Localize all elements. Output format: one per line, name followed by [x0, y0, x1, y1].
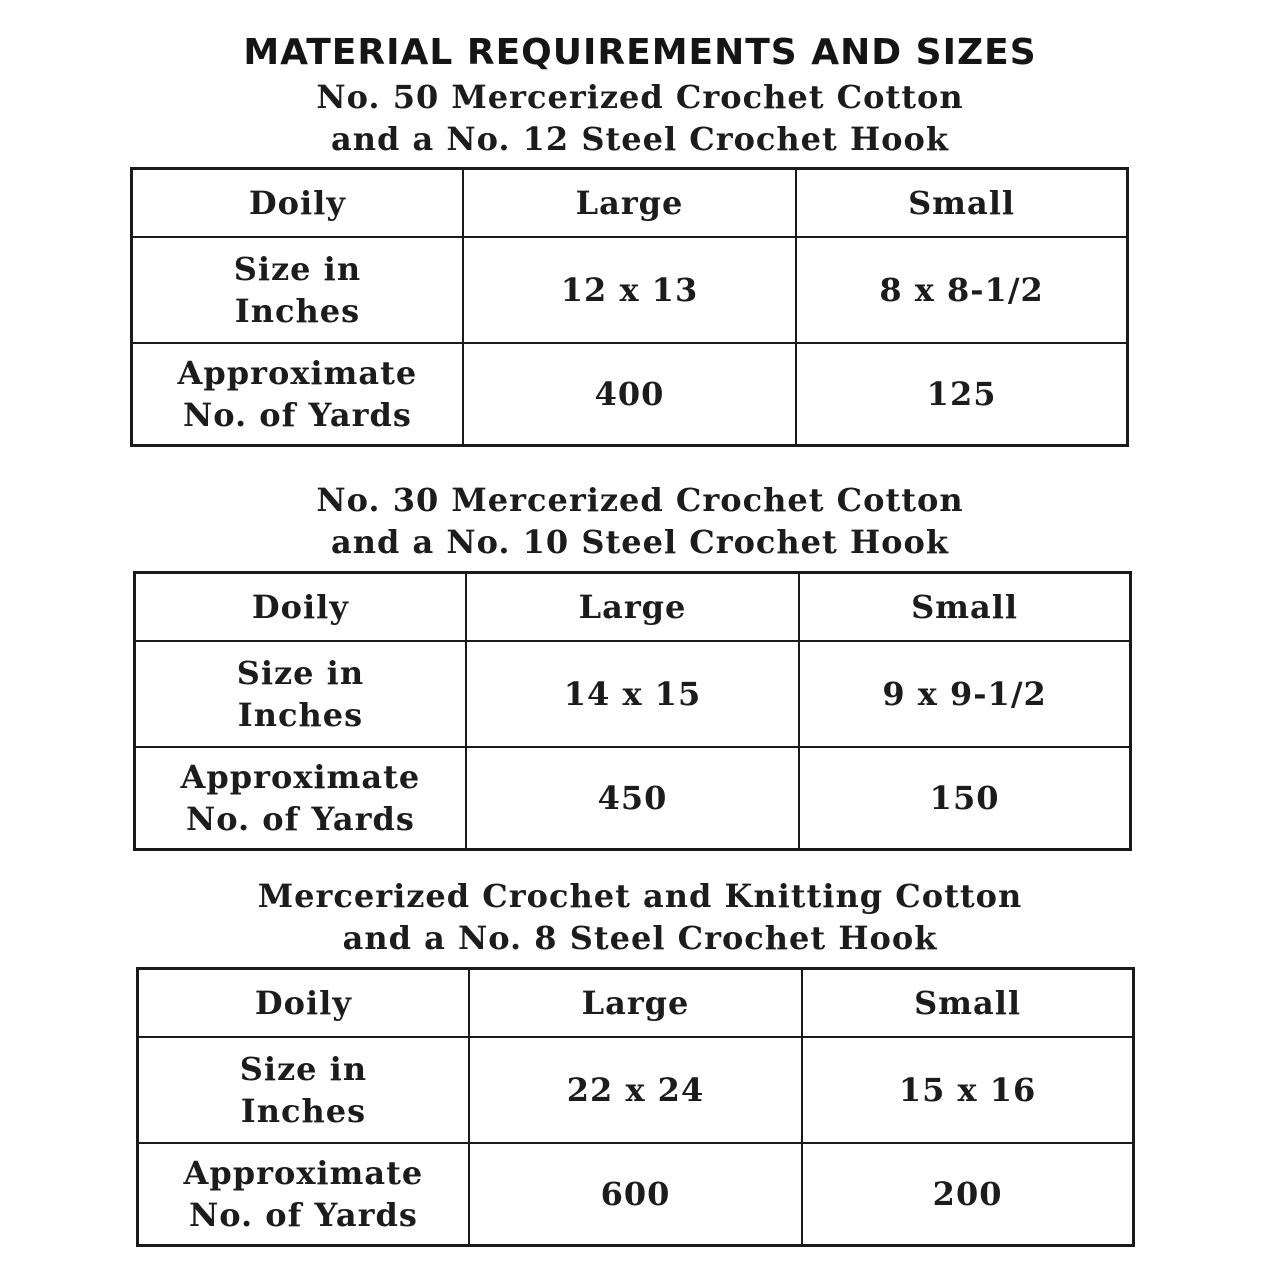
section-2-heading: [0, 479, 1280, 563]
section-3-heading-line1: Mercerized Crochet and Knitting Cotton: [257, 877, 1023, 915]
yards-large-value: 450: [466, 747, 799, 850]
section-1-table: [130, 167, 1129, 447]
section-2-heading-line1: No. 30 Mercerized Crochet Cotton: [316, 481, 964, 519]
table-row-yards: [135, 747, 1131, 850]
yards-large-value: 600: [469, 1143, 802, 1246]
yards-label: [138, 1143, 469, 1246]
size-large-value: 12 x 13: [463, 237, 796, 343]
size-label-line1: Size in: [233, 250, 362, 288]
section-2-table: [133, 571, 1132, 851]
size-label: [135, 641, 466, 747]
yards-label-line1: Approximate: [183, 1154, 424, 1192]
table-row-size: [132, 237, 1128, 343]
size-label-line2: Inches: [240, 1092, 367, 1130]
section-1-heading: [0, 76, 1280, 160]
section-3-table: [136, 967, 1135, 1247]
header-small: Small: [796, 169, 1127, 238]
yards-label-line2: No. of Yards: [185, 800, 415, 838]
table-row-yards: [138, 1143, 1134, 1246]
section-2-heading-line2: and a No. 10 Steel Crochet Hook: [330, 523, 950, 561]
size-label-line1: Size in: [239, 1050, 368, 1088]
header-small: Small: [802, 969, 1133, 1038]
size-label-line2: Inches: [234, 292, 361, 330]
yards-large-value: 400: [463, 343, 796, 446]
header-doily: Doily: [138, 969, 469, 1038]
yards-label-line1: Approximate: [180, 758, 421, 796]
section-3-heading: [0, 875, 1280, 959]
yards-label-line2: No. of Yards: [188, 1196, 418, 1234]
yards-label: [132, 343, 463, 446]
page-title: MATERIAL REQUIREMENTS AND SIZES: [243, 32, 1037, 73]
size-small-value: 8 x 8-1/2: [796, 237, 1127, 343]
table-row-size: [138, 1037, 1134, 1143]
header-large: Large: [466, 573, 799, 642]
header-large: Large: [463, 169, 796, 238]
header-doily: Doily: [135, 573, 466, 642]
yards-small-value: 200: [802, 1143, 1133, 1246]
size-label: [132, 237, 463, 343]
table-header-row: [138, 969, 1134, 1038]
size-label-line2: Inches: [237, 696, 364, 734]
size-small-value: 15 x 16: [802, 1037, 1133, 1143]
yards-label-line2: No. of Yards: [182, 396, 412, 434]
header-doily: Doily: [132, 169, 463, 238]
yards-label-line1: Approximate: [177, 354, 418, 392]
table-row-size: [135, 641, 1131, 747]
header-small: Small: [799, 573, 1130, 642]
header-large: Large: [469, 969, 802, 1038]
size-small-value: 9 x 9-1/2: [799, 641, 1130, 747]
yards-small-value: 125: [796, 343, 1127, 446]
table-row-yards: [132, 343, 1128, 446]
yards-small-value: 150: [799, 747, 1130, 850]
table-header-row: [135, 573, 1131, 642]
section-1-heading-line1: No. 50 Mercerized Crochet Cotton: [316, 78, 964, 116]
table-header-row: [132, 169, 1128, 238]
section-3-heading-line2: and a No. 8 Steel Crochet Hook: [342, 919, 938, 957]
yards-label: [135, 747, 466, 850]
size-label: [138, 1037, 469, 1143]
size-large-value: 22 x 24: [469, 1037, 802, 1143]
size-label-line1: Size in: [236, 654, 365, 692]
section-1-heading-line2: and a No. 12 Steel Crochet Hook: [330, 120, 950, 158]
size-large-value: 14 x 15: [466, 641, 799, 747]
